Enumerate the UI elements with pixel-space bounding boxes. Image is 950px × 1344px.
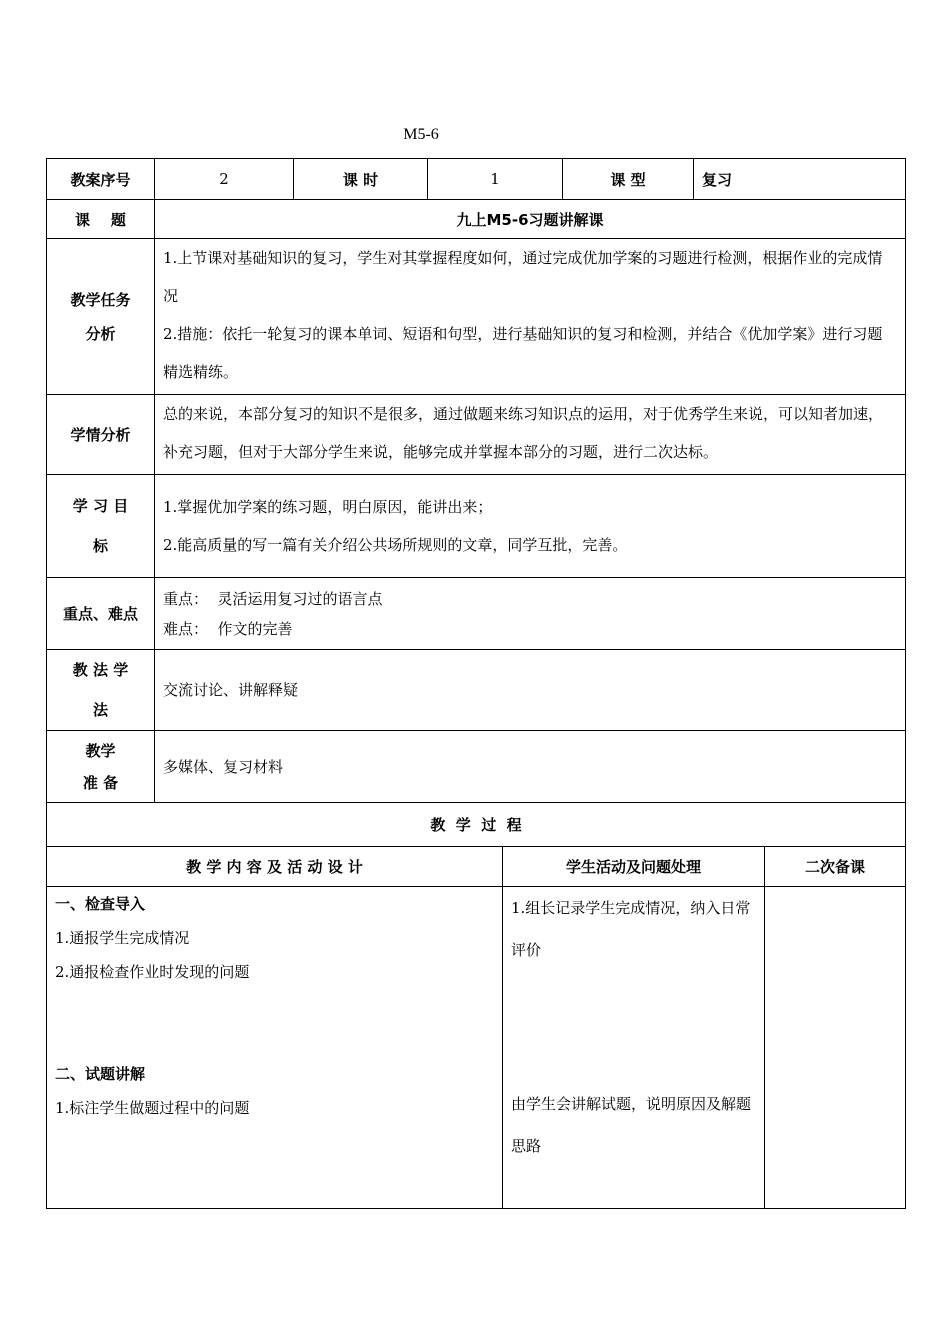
method-label xyxy=(47,650,155,731)
design-content xyxy=(47,887,503,1209)
task-text-1: 1.上节课对基础知识的复习，学生对其掌握程度如何，通过完成优加学案的习题进行检测，根据作业的完成情况 xyxy=(163,249,883,305)
topic-label: 课 题 xyxy=(47,200,155,239)
section-1-item-2: 2.通报检查作业时发现的问题 xyxy=(55,963,250,981)
section-1-item-1: 1.通报学生完成情况 xyxy=(55,929,190,947)
student-activity-1: 1.组长记录学生完成情况，纳入日常评价 xyxy=(511,899,751,959)
lesson-info-table xyxy=(46,158,906,803)
period-label: 课 时 xyxy=(294,159,428,200)
second-prep-content xyxy=(765,887,906,1209)
section-2-item-1: 1.标注学生做题过程中的问题 xyxy=(55,1099,250,1117)
method-label-line2: 法 xyxy=(92,701,108,719)
goals-label xyxy=(47,475,155,578)
method-value: 交流讨论、讲解释疑 xyxy=(163,681,299,699)
learner-text: 总的来说，本部分复习的知识不是很多，通过做题来练习知识点的运用，对于优秀学生来说，可以知者加速，补充习题，但对于大部分学生来说，能够完成并掌握本部分的习题，进行二次达标。 xyxy=(163,405,884,461)
task-content xyxy=(155,239,906,395)
seq-value: 2 xyxy=(155,159,294,200)
process-title: 教 学 过 程 xyxy=(47,803,906,847)
difficult-point: 难点： 作文的完善 xyxy=(163,619,293,638)
prep-label-line2: 准 备 xyxy=(82,773,119,792)
goals-label-line2: 标 xyxy=(92,537,108,555)
method-content xyxy=(155,650,906,731)
prep-label xyxy=(47,731,155,803)
period-value: 1 xyxy=(428,159,563,200)
process-table xyxy=(46,802,906,1209)
learner-content xyxy=(155,395,906,475)
section-2-title: 二、试题讲解 xyxy=(55,1065,146,1083)
goals-label-line1: 学 习 目 xyxy=(72,497,129,515)
task-label-line2: 分析 xyxy=(85,324,116,343)
prep-value: 多媒体、复习材料 xyxy=(163,757,284,776)
document-title: M5-6 xyxy=(403,126,439,143)
task-label xyxy=(47,239,155,395)
process-col-second: 二次备课 xyxy=(765,847,906,887)
key-label: 重点、难点 xyxy=(47,578,155,650)
task-label-line1: 教学任务 xyxy=(70,290,131,309)
learner-label: 学情分析 xyxy=(47,395,155,475)
prep-content xyxy=(155,731,906,803)
student-content xyxy=(503,887,765,1209)
goals-content xyxy=(155,475,906,578)
goal-item-1: 1.掌握优加学案的练习题，明白原因，能讲出来； xyxy=(163,498,493,516)
type-label: 课 型 xyxy=(563,159,694,200)
process-col-student: 学生活动及问题处理 xyxy=(503,847,765,887)
topic-value: 九上M5-6习题讲解课 xyxy=(155,200,906,239)
type-value: 复习 xyxy=(694,159,906,200)
key-point: 重点： 灵活运用复习过的语言点 xyxy=(163,589,383,608)
prep-label-line1: 教学 xyxy=(85,741,116,760)
process-col-design: 教 学 内 容 及 活 动 设 计 xyxy=(47,847,503,887)
goal-item-2: 2.能高质量的写一篇有关介绍公共场所规则的文章，同学互批，完善。 xyxy=(163,536,628,554)
task-text-2: 2.措施：依托一轮复习的课本单词、短语和句型，进行基础知识的复习和检测，并结合《优加学案》进行习题精选精练。 xyxy=(163,325,883,381)
seq-label: 教案序号 xyxy=(47,159,155,200)
method-label-line1: 教 法 学 xyxy=(72,661,129,679)
section-1-title: 一、检查导入 xyxy=(55,895,146,913)
key-content xyxy=(155,578,906,650)
student-activity-2: 由学生会讲解试题，说明原因及解题思路 xyxy=(511,1095,752,1155)
